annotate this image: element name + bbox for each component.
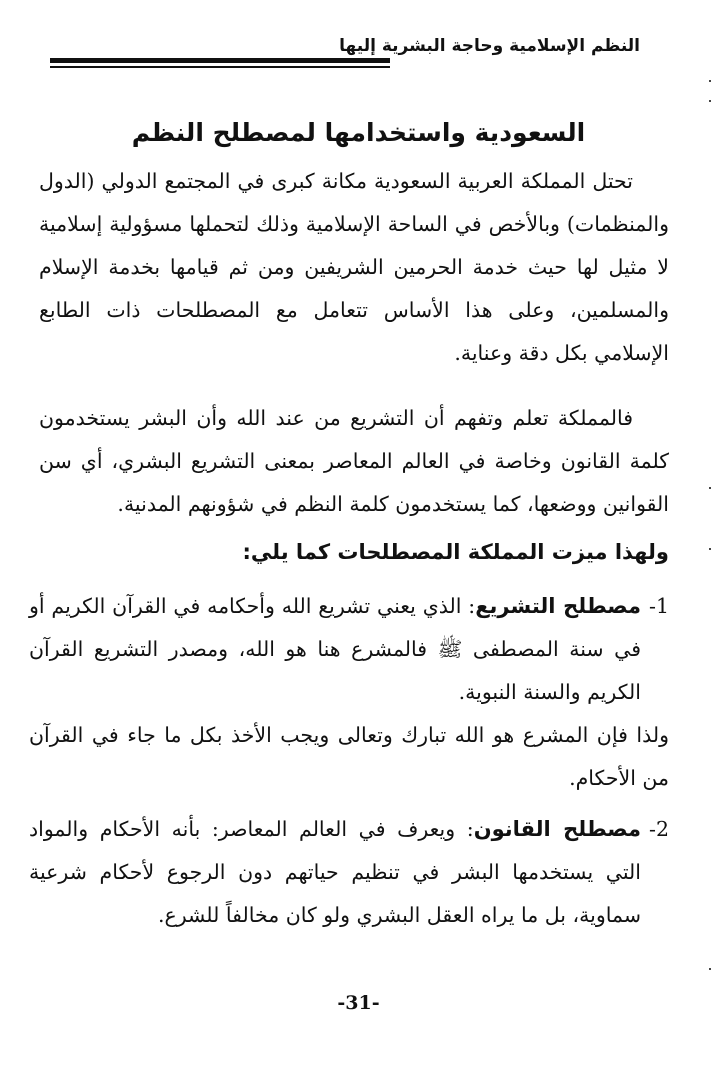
item-term: مصطلح القانون — [473, 817, 642, 841]
item-number: 1- — [649, 594, 669, 618]
item-term: مصطلح التشريع — [475, 594, 641, 618]
running-header — [50, 34, 640, 74]
item-text: : ويعرف في العالم المعاصر: بأنه الأحكام والمواد التي يستخدمها البشر في تنظيم حياتهم دون الرجوع لأحكام شرعية سماوية، بل ما يراه العقل البشري ولو كان مخالفاً للشرع. — [29, 817, 641, 927]
item-note: ولذا فإن المشرع هو الله تبارك وتعالى ويجب الأخذ بكل ما جاء في القرآن من الأحكام. — [29, 723, 669, 790]
item-body — [29, 585, 641, 714]
section-title: السعودية واستخدامها لمصطلح النظم — [131, 118, 586, 147]
header-rule-thin — [50, 66, 390, 68]
scan-mark — [709, 487, 711, 489]
scan-mark — [709, 548, 711, 550]
header-rule-thick — [50, 58, 390, 63]
list-item — [29, 808, 669, 937]
item-text: : الذي يعني تشريع الله وأحكامه في القرآن الكريم أو في سنة المصطفى ﷺ فالمشرع هنا هو الله، ومصدر التشريع القرآن الكريم والسنة النبوية. — [29, 594, 641, 704]
terms-list — [29, 585, 669, 937]
scan-mark — [709, 80, 711, 82]
list-item — [29, 585, 669, 800]
running-header-title: النظم الإسلامية وحاجة البشرية إليها — [339, 36, 640, 56]
scan-mark — [709, 968, 711, 970]
scan-mark — [709, 100, 711, 102]
subheading: ولهذا ميزت المملكة المصطلحات كما يلي: — [242, 540, 669, 564]
paragraph-1: تحتل المملكة العربية السعودية مكانة كبرى في المجتمع الدولي (الدول والمنظمات) وبالأخص في الساحة الإسلامية وذلك لتحملها مسؤولية إسلامية لا مثيل لها حيث خدمة الحرمين الشريفين ومن ثم قيامها بخدمة الإسلام والمسلمين، وعلى هذا الأساس تتعامل مع المصطلحات ذات الطابع الإسلامي بكل دقة وعناية. — [39, 169, 669, 365]
item-body — [29, 808, 641, 937]
paragraph-2: فالمملكة تعلم وتفهم أن التشريع من عند الله وأن البشر يستخدمون كلمة القانون وخاصة في العالم المعاصر بمعنى التشريع البشري، أي سن القوانين ووضعها، كما يستخدمون كلمة النظم في شؤونهم المدنية. — [39, 406, 669, 516]
page-number: -31- — [337, 992, 380, 1014]
item-number: 2- — [649, 817, 669, 841]
